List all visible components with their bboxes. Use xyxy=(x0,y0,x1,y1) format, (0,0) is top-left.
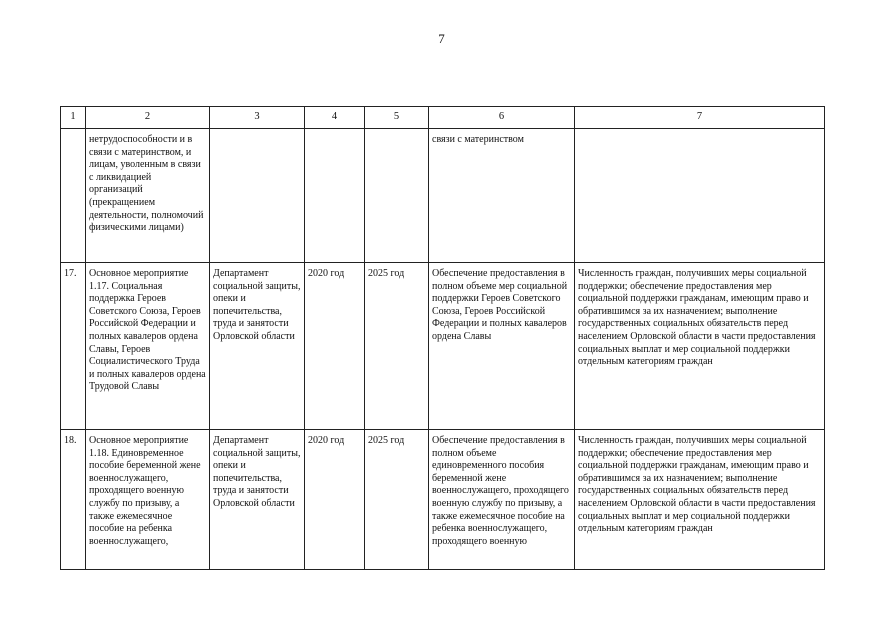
header-cell: 2 xyxy=(86,107,210,129)
header-cell: 1 xyxy=(61,107,86,129)
executor-cell: Департамент социальной защиты, опеки и попечительства, труда и занятости Орловской области xyxy=(210,430,305,570)
indicator-cell: Численность граждан, получивших меры социальной поддержки; обеспечение предоставления мер социальной поддержки гражданам, имеющим право и обратившимся за их назначением; выполнение государственных социальных обязательств перед населением Орловской области в части предоставления социальных выплат и мер социальной поддержки отдельным категориям граждан xyxy=(575,263,825,430)
measure-cell: нетрудоспособности и в связи с материнством, и лицам, уволенным в связи с ликвидацией организаций (прекращением деятельности, полномочий физическими лицами) xyxy=(86,129,210,263)
measure-cell: Основное мероприятие 1.18. Единовременное пособие беременной жене военнослужащего, проходящего военную службу по призыву, а также ежемесячное пособие на ребенка военнослужащего, xyxy=(86,430,210,570)
indicator-cell xyxy=(575,129,825,263)
row-number-cell xyxy=(61,129,86,263)
executor-cell xyxy=(210,129,305,263)
indicator-cell: Численность граждан, получивших меры социальной поддержки; обеспечение предоставления мер социальной поддержки гражданам, имеющим право и обратившимся за их назначением; выполнение государственных социальных обязательств перед населением Орловской области в части предоставления социальных выплат и мер социальной поддержки отдельным категориям граждан xyxy=(575,430,825,570)
header-cell: 3 xyxy=(210,107,305,129)
result-cell: Обеспечение предоставления в полном объеме мер социальной поддержки Героев Советского Союза, Героев Российской Федерации и полных кавалеров ордена Славы xyxy=(429,263,575,430)
header-cell: 6 xyxy=(429,107,575,129)
header-cell: 5 xyxy=(365,107,429,129)
table-row xyxy=(61,129,825,263)
end-cell: 2025 год xyxy=(365,263,429,430)
result-cell: связи с материнством xyxy=(429,129,575,263)
table-row xyxy=(61,430,825,570)
result-cell: Обеспечение предоставления в полном объеме единовременного пособия беременной жене военнослужащего, проходящего военную службу по призыву, а также ежемесячное пособие на ребенка военнослужащего, проходящего военную xyxy=(429,430,575,570)
end-cell: 2025 год xyxy=(365,430,429,570)
table-row xyxy=(61,263,825,430)
measures-table xyxy=(60,106,825,570)
start-cell: 2020 год xyxy=(305,430,365,570)
header-cell: 7 xyxy=(575,107,825,129)
start-cell: 2020 год xyxy=(305,263,365,430)
measure-cell: Основное мероприятие 1.17. Социальная поддержка Героев Советского Союза, Героев Российской Федерации и полных кавалеров ордена Славы, Героев Социалистического Труда и полных кавалеров ордена Трудовой Славы xyxy=(86,263,210,430)
row-number-cell: 17. xyxy=(61,263,86,430)
header-cell: 4 xyxy=(305,107,365,129)
end-cell xyxy=(365,129,429,263)
executor-cell: Департамент социальной защиты, опеки и попечительства, труда и занятости Орловской области xyxy=(210,263,305,430)
row-number-cell: 18. xyxy=(61,430,86,570)
page-number: 7 xyxy=(438,31,445,46)
start-cell xyxy=(305,129,365,263)
header-row xyxy=(61,107,825,129)
